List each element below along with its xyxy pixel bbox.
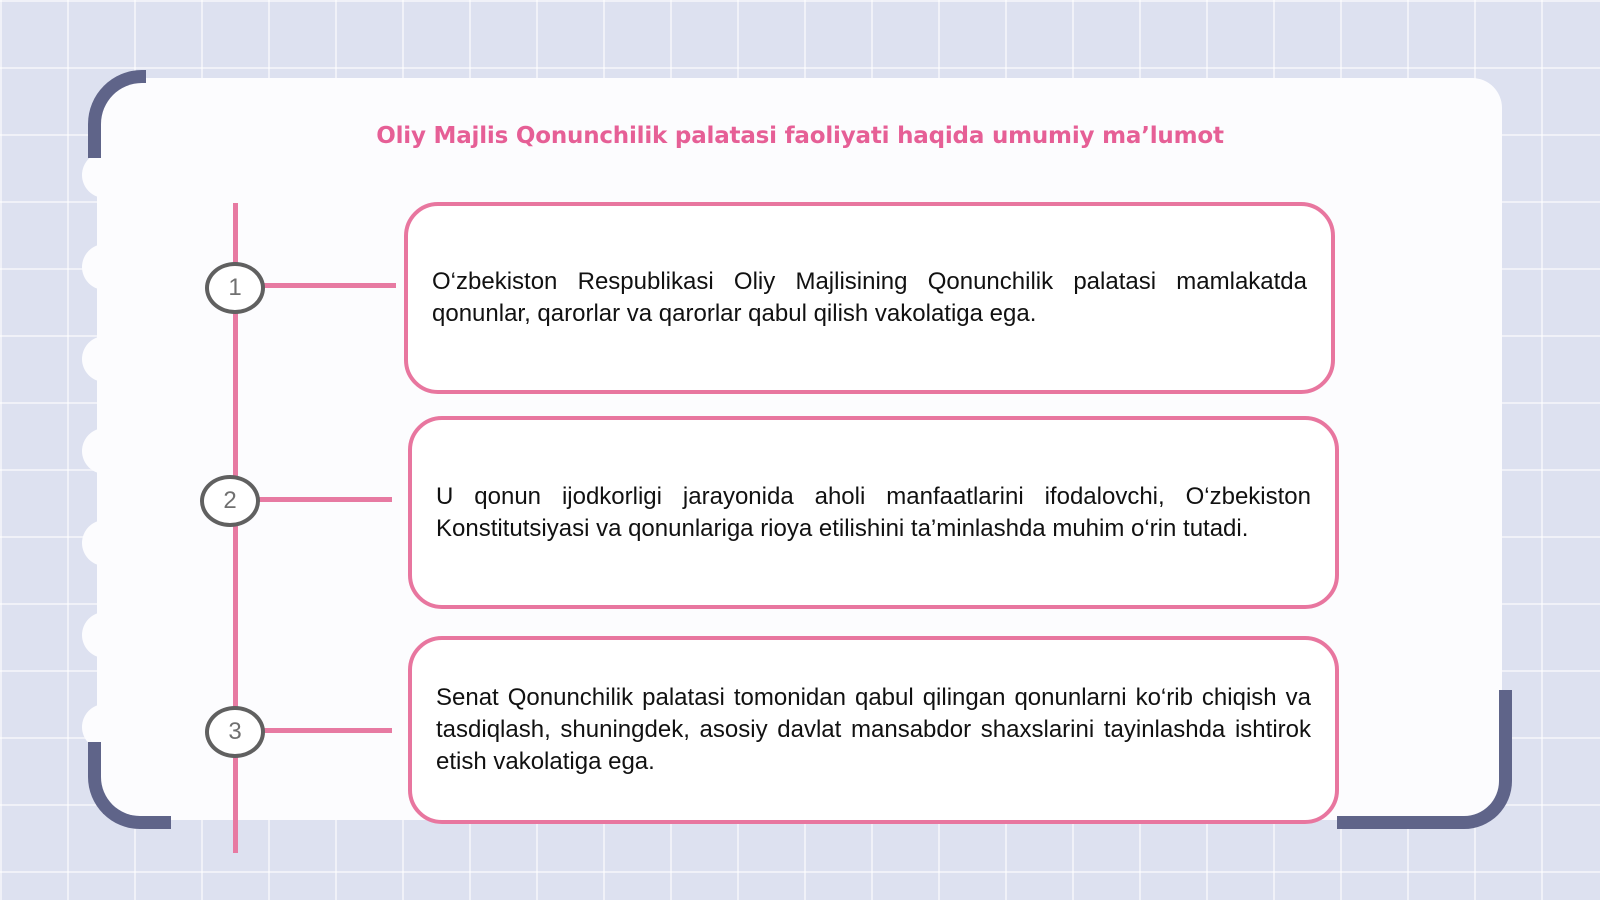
info-box-3 <box>408 636 1339 824</box>
info-box-text: O‘zbekiston Respublikasi Oliy Majlisining Qonunchilik palatasi mamlakatda qonunlar, qarorlar va qarorlar qabul qilish vakolatiga ega. <box>432 268 1307 327</box>
corner-bracket-bottom-left <box>88 742 171 829</box>
card-scallop <box>82 152 128 198</box>
card-scallop <box>82 244 128 290</box>
card-scallop <box>82 520 128 566</box>
step-number-3: 3 <box>205 706 265 758</box>
corner-bracket-bottom-right <box>1337 690 1512 829</box>
step-number-1: 1 <box>205 262 265 314</box>
timeline-connector <box>258 497 392 502</box>
info-box-2 <box>408 416 1339 609</box>
info-box-1 <box>404 202 1335 394</box>
info-box-text: U qonun ijodkorligi jarayonida aholi manfaatlarini ifodalovchi, O‘zbekiston Konstitutsiyasi va qonunlariga rioya etilishini ta’minlashda muhim o‘rin tutadi. <box>436 482 1311 542</box>
corner-bracket-top-left <box>88 70 146 158</box>
slide-title: Oliy Majlis Qonunchilik palatasi faoliyati haqida umumiy ma’lumot <box>376 123 1224 149</box>
card-scallop <box>82 336 128 382</box>
timeline-connector <box>262 728 392 733</box>
card-scallop <box>82 612 128 658</box>
step-number-2: 2 <box>200 475 260 527</box>
card-scallop <box>82 428 128 474</box>
timeline-connector <box>262 283 396 288</box>
info-box-text: Senat Qonunchilik palatasi tomonidan qabul qilingan qonunlarni ko‘rib chiqish va tasdiqlash, shuningdek, asosiy davlat mansabdor shaxslarini tayinlashda ishtirok etish vakolatiga ega. <box>436 684 1311 775</box>
